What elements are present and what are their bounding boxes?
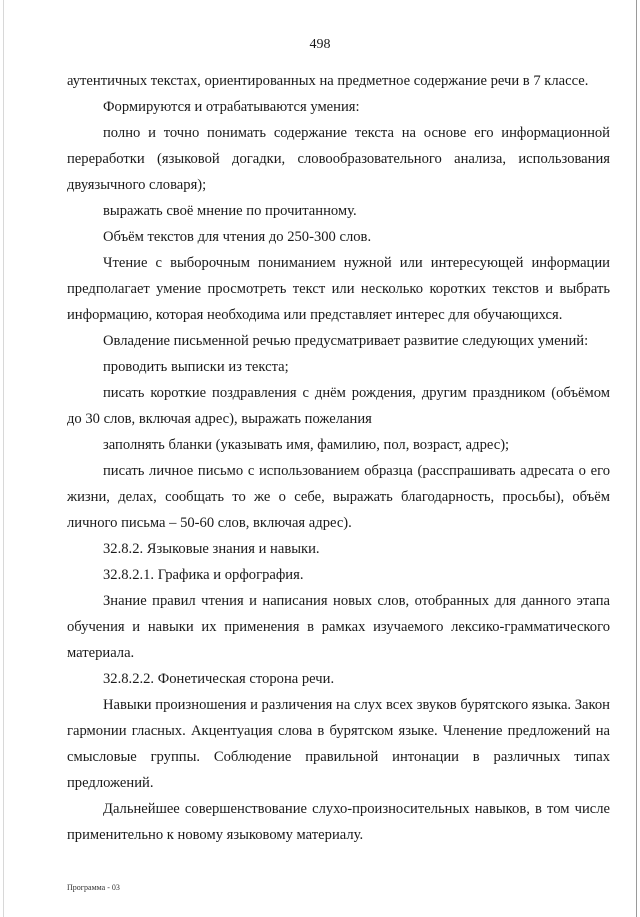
paragraph: проводить выписки из текста; bbox=[103, 359, 289, 375]
footer-label: Программа - 03 bbox=[67, 883, 120, 892]
paragraph: Объём текстов для чтения до 250-300 слов. bbox=[103, 229, 372, 245]
paragraph: аутентичных текстах, ориентированных на предметное содержание речи в 7 классе. bbox=[67, 73, 589, 89]
scan-edge-left bbox=[3, 0, 4, 917]
section-heading: 32.8.2.1. Графика и орфография. bbox=[103, 567, 304, 583]
paragraph: Навыки произношения и различения на слух всех звуков бурятского языка. Закон гармонии гласных. Акцентуация слова в бурятском языке. Членение предложений на смысловые группы. Соблюдение правильной интонации в различных типах предложений. bbox=[67, 697, 610, 791]
scan-edge-right bbox=[636, 0, 637, 917]
paragraph: заполнять бланки (указывать имя, фамилию, пол, возраст, адрес); bbox=[103, 437, 510, 453]
paragraph: выражать своё мнение по прочитанному. bbox=[103, 203, 357, 219]
body-text bbox=[67, 68, 610, 848]
section-heading: 32.8.2.2. Фонетическая сторона речи. bbox=[103, 671, 335, 687]
paragraph: Овладение письменной речью предусматривает развитие следующих умений: bbox=[103, 333, 589, 349]
section-heading: 32.8.2. Языковые знания и навыки. bbox=[103, 541, 320, 557]
paragraph: Дальнейшее совершенствование слухо-произносительных навыков, в том числе применительно к новому языковому материалу. bbox=[67, 801, 610, 843]
paragraph: полно и точно понимать содержание текста на основе его информационной переработки (языковой догадки, словообразовательного анализа, использования двуязычного словаря); bbox=[67, 125, 610, 193]
paragraph: Формируются и отрабатываются умения: bbox=[103, 99, 360, 115]
paragraph: Знание правил чтения и написания новых слов, отобранных для данного этапа обучения и навыки их применения в рамках изучаемого лексико-грамматического материала. bbox=[67, 593, 610, 661]
paragraph: писать личное письмо с использованием образца (расспрашивать адресата о его жизни, делах, сообщать то же о себе, выражать благодарность, просьбы), объём личного письма – 50-60 слов, включая адрес). bbox=[67, 463, 610, 531]
paragraph: Чтение с выборочным пониманием нужной или интересующей информации предполагает умение просмотреть текст или несколько коротких текстов и выбрать информацию, которая необходима или представляет интерес для обучающихся. bbox=[67, 255, 610, 323]
page-number: 498 bbox=[309, 37, 331, 52]
paragraph: писать короткие поздравления с днём рождения, другим праздником (объёмом до 30 слов, включая адрес), выражать пожелания bbox=[67, 385, 610, 427]
